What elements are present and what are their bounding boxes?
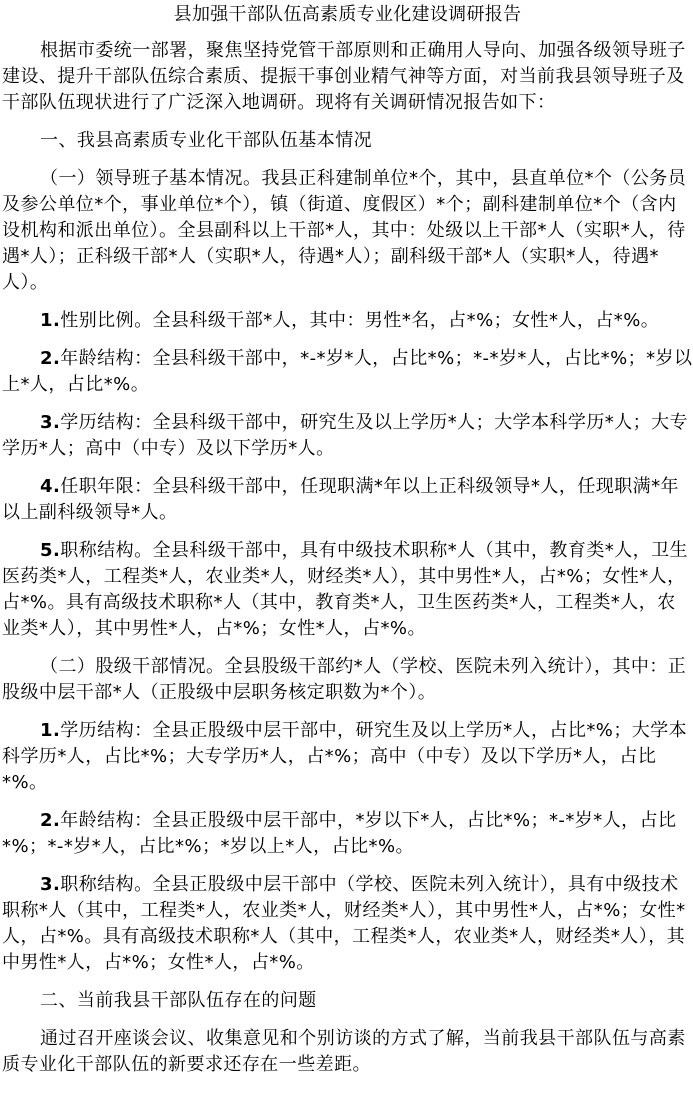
spacer [2,334,693,346]
item-number: 4. [40,476,61,497]
item-number: 3. [40,412,61,433]
spacer [2,976,693,988]
item-number: 3. [40,874,61,895]
document-page [2,0,693,1078]
item-title-structure [2,538,693,642]
item-age-structure [2,346,693,398]
item-title-structure-2 [2,872,693,976]
spacer [2,796,693,808]
paragraph-text: 一、我县高素质专业化干部队伍基本情况 [40,130,373,151]
spacer [2,860,693,872]
item-gender-ratio [2,308,693,334]
spacer [2,706,693,718]
paragraph-text: 年龄结构：全县正股级中层干部中，*岁以下*人，占比*%；*-*岁*人，占比*%；*-*岁*人，占比*%；*岁以上*人，占比*%。 [2,810,677,857]
spacer [2,1014,693,1026]
document-title: 县加强干部队伍高素质专业化建设调研报告 [173,4,522,25]
spacer [2,296,693,308]
intro-paragraph [2,38,693,116]
item-education-structure [2,410,693,462]
problems-intro-paragraph [2,1026,693,1078]
item-age-structure-2 [2,808,693,860]
section-heading-1 [2,128,693,154]
paragraph-text: 性别比例。全县科级干部*人，其中：男性*名，占*%；女性*人，占*%。 [60,310,660,331]
item-number: 1. [40,310,61,331]
item-number: 1. [40,720,61,741]
spacer [2,398,693,410]
paragraph-text: 根据市委统一部署，聚焦坚持党管干部原则和正确用人导向、加强各级领导班子建设、提升干部队伍综合素质、提振干事创业精气神等方面，对当前我县领导班子及干部队伍现状进行了广泛深入地调研。现将有关调研情况报告如下： [2,40,686,113]
item-education-structure-2 [2,718,693,796]
paragraph-text: 学历结构：全县正股级中层干部中，研究生及以上学历*人，占比*%；大学本科学历*人，占比*%；大专学历*人，占*%；高中（中专）及以下学历*人，占比*%。 [2,720,688,793]
paragraph-text: 通过召开座谈会议、收集意见和个别访谈的方式了解，当前我县干部队伍与高素质专业化干部队伍的新要求还存在一些差距。 [2,1028,686,1075]
spacer [2,642,693,654]
paragraph-text: 任职年限：全县科级干部中，任现职满*年以上正科级领导*人，任现职满*年以上副科级领导*人。 [2,476,680,523]
spacer [2,116,693,128]
item-tenure [2,474,693,526]
paragraph-text: 年龄结构：全县科级干部中，*-*岁*人，占比*%；*-*岁*人，占比*%；*岁以上*人，占比*%。 [2,348,693,395]
subsection-section-level [2,654,693,706]
spacer [2,28,693,38]
item-number: 2. [40,348,61,369]
item-number: 2. [40,810,61,831]
spacer [2,154,693,166]
paragraph-text: （二）股级干部情况。全县股级干部约*人（学校、医院未列入统计），其中：正股级中层干部*人（正股级中层职务核定职数为*个）。 [2,656,687,703]
spacer [2,462,693,474]
item-number: 5. [40,540,61,561]
subsection-leadership [2,166,693,296]
paragraph-text: （一）领导班子基本情况。我县正科建制单位*个，其中，县直单位*个（公务员及参公单位*个，事业单位*个），镇（街道、度假区）*个；副科建制单位*个（含内设机构和派出单位）。全县副科以上干部*人，其中：处级以上干部*人（实职*人，待遇*人）；正科级干部*人（实职*人，待遇*人）；副科级干部*人（实职*人，待遇*人）。 [2,168,687,293]
paragraph-text: 职称结构。全县科级干部中，具有中级技术职称*人（其中，教育类*人，卫生医药类*人，工程类*人，农业类*人，财经类*人），其中男性*人，占*%；女性*人，占*%。具有高级技术职称*人（其中，教育类*人，卫生医药类*人，工程类*人，农业类*人），其中男性*人，占*%；女性*人，占*%。 [2,540,689,639]
paragraph-text: 职称结构。全县正股级中层干部中（学校、医院未列入统计），具有中级技术职称*人（其中，工程类*人，农业类*人，财经类*人），其中男性*人，占*%；女性*人，占*%。具有高级技术职称*人（其中，工程类*人，农业类*人，财经类*人），其中男性*人，占*%；女性*人，占*%。 [2,874,686,973]
paragraph-text: 二、当前我县干部队伍存在的问题 [40,990,317,1011]
paragraph-text: 学历结构：全县科级干部中，研究生及以上学历*人；大学本科学历*人；大专学历*人；高中（中专）及以下学历*人。 [2,412,689,459]
section-heading-2 [2,988,693,1014]
spacer [2,526,693,538]
